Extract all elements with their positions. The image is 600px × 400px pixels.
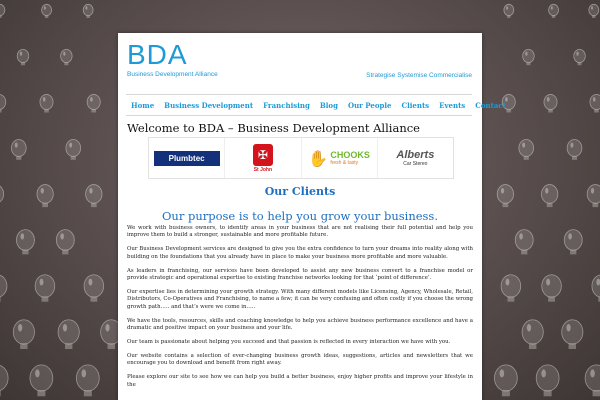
lightbulb-highlight	[105, 324, 109, 331]
nav-our-people[interactable]: Our People	[347, 100, 392, 110]
client-logo-stjohn[interactable]	[225, 138, 301, 178]
lightbulb-base	[592, 15, 595, 18]
lightbulb-base	[593, 203, 599, 208]
stjohn-label: St John	[253, 166, 273, 173]
paragraph: We work with business owners, to identify areas in your business that are not realising their full potential and help you improve them to build a stronger, sustainable and more profitable future.	[127, 225, 473, 239]
lightbulb-highlight	[527, 324, 531, 331]
lightbulb-highlight	[40, 279, 44, 286]
lightbulb-shape	[574, 49, 586, 62]
chooks-logo	[308, 149, 369, 168]
lightbulb-base	[569, 343, 576, 349]
lightbulb-base	[84, 390, 92, 396]
lightbulb-shape	[515, 230, 533, 251]
lightbulb-highlight	[568, 233, 572, 239]
nav-franchising[interactable]: Franchising	[263, 100, 310, 110]
lightbulb-base	[572, 156, 577, 160]
lightbulb-shape	[504, 4, 514, 15]
lightbulb-base	[0, 390, 1, 396]
paragraph: Please explore our site to see how we can help you build a better business, enjoy higher profits and improve your lifestyle in the	[127, 374, 473, 388]
page-container	[118, 33, 506, 400]
lightbulb-shape	[0, 365, 8, 391]
lightbulb-base	[108, 343, 115, 349]
lightbulb-highlight	[506, 6, 508, 9]
lightbulb-shape	[541, 185, 557, 204]
lightbulb-highlight	[576, 52, 578, 56]
alberts-label: Alberts	[396, 149, 435, 161]
lightbulb-shape	[84, 275, 104, 298]
lightbulb-highlight	[590, 369, 595, 377]
lightbulb-base	[544, 390, 552, 396]
lightbulb-highlight	[85, 6, 87, 9]
lightbulb-base	[552, 15, 555, 18]
lightbulb-base	[90, 296, 97, 301]
lightbulb-base	[16, 156, 21, 160]
alberts-logo	[396, 149, 434, 167]
lightbulb-shape	[542, 275, 562, 298]
lightbulb-base	[45, 15, 48, 18]
lightbulb-highlight	[35, 369, 40, 377]
lightbulb-highlight	[566, 324, 570, 331]
purpose-heading: Our purpose is to help you grow your business.	[161, 209, 438, 223]
site-logo[interactable]: BDA	[127, 39, 188, 70]
lightbulb-highlight	[63, 52, 65, 56]
lightbulb-shape	[66, 140, 81, 157]
lightbulb-base	[593, 390, 600, 396]
lightbulb-highlight	[41, 188, 44, 194]
lightbulb-shape	[30, 365, 53, 391]
lightbulb-highlight	[593, 97, 596, 102]
lightbulb-base	[42, 203, 48, 208]
lightbulb-shape	[0, 185, 4, 204]
paragraph: Our website contains a selection of ever-changing business growth ideas, suggestions, articles and newsletters that we encourage you to download and benefit from right away.	[127, 352, 473, 367]
lightbulb-shape	[501, 275, 521, 298]
lightbulb-base	[44, 109, 49, 113]
lightbulb-shape	[536, 365, 559, 391]
lightbulb-base	[91, 109, 96, 113]
paragraph: Our Business Development services are designed to give you the extra confidence to turn your dreams into reality along with building on the foundations that you already have in place to make your business more profitable and more valuable.	[127, 246, 473, 260]
lightbulb-base	[64, 62, 68, 65]
lightbulb-shape	[56, 230, 74, 251]
intro-text	[127, 225, 473, 396]
lightbulb-base	[65, 343, 72, 349]
client-logo-chooks[interactable]	[302, 138, 378, 178]
paragraph: We have the tools, resources, skills and coaching knowledge to help you achieve business performance excellence and have a dramatic and positive impact on your business and your life.	[127, 317, 473, 332]
main-nav	[126, 94, 506, 116]
nav-business-development[interactable]: Business Development	[164, 100, 254, 110]
lightbulb-shape	[76, 365, 99, 391]
lightbulb-shape	[522, 320, 543, 344]
lightbulb-shape	[0, 94, 6, 109]
lightbulb-highlight	[591, 6, 593, 9]
lightbulb-shape	[61, 49, 73, 62]
lightbulb-highlight	[89, 188, 92, 194]
lightbulb-highlight	[525, 52, 527, 56]
lightbulb-shape	[42, 4, 52, 15]
lightbulb-base	[503, 203, 509, 208]
lightbulb-highlight	[88, 279, 92, 286]
lightbulb-shape	[40, 94, 53, 109]
lightbulb-base	[0, 109, 1, 113]
paragraph: Our expertise lies in determining your growth strategy. With many different models like Licensing, Agency, Wholesale, Retail, Distributors, Co-Operatives and Franchising, to name a few; it can be very confusing and often costly if you choose the wrong growth path….. and that’s were we come in…..	[127, 288, 473, 310]
lightbulb-base	[42, 296, 49, 301]
lightbulb-shape	[0, 275, 7, 298]
client-logos-slider[interactable]	[148, 137, 454, 179]
lightbulb-shape	[11, 140, 26, 157]
lightbulb-highlight	[69, 142, 72, 147]
lightbulb-shape	[83, 4, 93, 15]
lightbulb-base	[20, 343, 27, 349]
lightbulb-shape	[37, 185, 53, 204]
lightbulb-highlight	[551, 6, 553, 9]
lightbulb-base	[0, 296, 1, 301]
lightbulb-highlight	[63, 324, 67, 331]
lightbulb-shape	[35, 275, 55, 298]
chooks-slogan: fresh & tasty	[330, 160, 359, 166]
lightbulb-shape	[58, 320, 79, 344]
lightbulb-base	[507, 296, 514, 301]
lightbulb-base	[502, 390, 510, 396]
lightbulb-shape	[567, 140, 582, 157]
lightbulb-shape	[86, 185, 102, 204]
lightbulb-base	[547, 203, 553, 208]
lightbulb-highlight	[20, 233, 24, 239]
lightbulb-highlight	[541, 369, 546, 377]
our-clients-heading: Our Clients	[264, 185, 336, 198]
lightbulb-shape	[585, 365, 600, 391]
lightbulb-highlight	[43, 97, 46, 102]
lightbulb-highlight	[18, 324, 22, 331]
site-tagline: Strategise Systemise Commercialise	[366, 72, 472, 79]
lightbulb-shape	[0, 4, 5, 15]
lightbulb-highlight	[90, 97, 93, 102]
lightbulb-highlight	[547, 97, 550, 102]
nav-blog[interactable]: Blog	[319, 100, 338, 110]
nav-events[interactable]: Events	[439, 100, 466, 110]
alberts-slogan: Car Stereo	[403, 161, 428, 167]
lightbulb-base	[570, 249, 576, 254]
lightbulb-highlight	[545, 188, 548, 194]
lightbulb-highlight	[546, 279, 550, 286]
lightbulb-base	[71, 156, 76, 160]
lightbulb-highlight	[570, 142, 573, 147]
lightbulb-shape	[13, 320, 34, 344]
page-title: Welcome to BDA – Business Development Alliance	[127, 121, 420, 135]
lightbulb-shape	[17, 49, 29, 62]
nav-home[interactable]: Home	[131, 100, 155, 110]
lightbulb-shape	[592, 275, 600, 298]
lightbulb-highlight	[522, 142, 525, 147]
lightbulb-base	[594, 109, 599, 113]
chooks-label: CHOOKS	[330, 150, 370, 160]
lightbulb-shape	[590, 94, 600, 109]
lightbulb-shape	[523, 49, 535, 62]
lightbulb-shape	[564, 230, 582, 251]
lightbulb-highlight	[44, 6, 46, 9]
lightbulb-base	[22, 249, 28, 254]
lightbulb-highlight	[15, 142, 18, 147]
lightbulb-highlight	[519, 233, 523, 239]
lightbulb-base	[37, 390, 45, 396]
lightbulb-shape	[562, 320, 583, 344]
plumbtec-logo: Plumbtec	[154, 151, 220, 166]
site-logo-subtitle: Business Development Alliance	[127, 71, 218, 78]
lightbulb-base	[21, 62, 25, 65]
lightbulb-shape	[494, 365, 517, 391]
lightbulb-base	[0, 15, 2, 18]
lightbulb-shape	[549, 4, 559, 15]
lightbulb-highlight	[500, 369, 505, 377]
lightbulb-highlight	[20, 52, 22, 56]
lightbulb-highlight	[591, 188, 594, 194]
stjohn-cross-icon: ✠	[253, 144, 273, 166]
lightbulb-base	[526, 62, 530, 65]
nav-clients[interactable]: Clients	[401, 100, 430, 110]
lightbulb-shape	[497, 185, 513, 204]
client-logo-alberts[interactable]	[378, 138, 453, 178]
lightbulb-base	[529, 343, 536, 349]
lightbulb-highlight	[506, 279, 510, 286]
lightbulb-highlight	[501, 188, 504, 194]
lightbulb-shape	[589, 4, 599, 15]
lightbulb-base	[548, 109, 553, 113]
lightbulb-highlight	[60, 233, 64, 239]
lightbulb-shape	[16, 230, 34, 251]
lightbulb-base	[548, 296, 555, 301]
stjohn-logo	[253, 144, 273, 173]
lightbulb-base	[91, 203, 97, 208]
lightbulb-highlight	[82, 369, 87, 377]
lightbulb-shape	[87, 94, 100, 109]
site-header	[118, 33, 482, 93]
lightbulb-shape	[587, 185, 600, 204]
client-logo-plumbtec[interactable]	[149, 138, 225, 178]
lightbulb-shape	[519, 140, 534, 157]
chooks-hand-icon: ✋	[308, 148, 329, 168]
lightbulb-base	[524, 156, 529, 160]
lightbulb-shape	[544, 94, 557, 109]
lightbulb-base	[62, 249, 68, 254]
lightbulb-base	[86, 15, 89, 18]
paragraph: As leaders in franchising, our services have been developed to assist any new business convert to a franchise model or provide strategic and operational expertise to existing franchise networks looking for that ‘point of difference’.	[127, 267, 473, 282]
nav-contact[interactable]: Contact	[475, 100, 506, 110]
lightbulb-base	[578, 62, 582, 65]
paragraph: Our team is passionate about helping you succeed and that passion is reflected in every interaction we have with you.	[127, 338, 451, 345]
lightbulb-base	[507, 15, 510, 18]
lightbulb-base	[521, 249, 527, 254]
